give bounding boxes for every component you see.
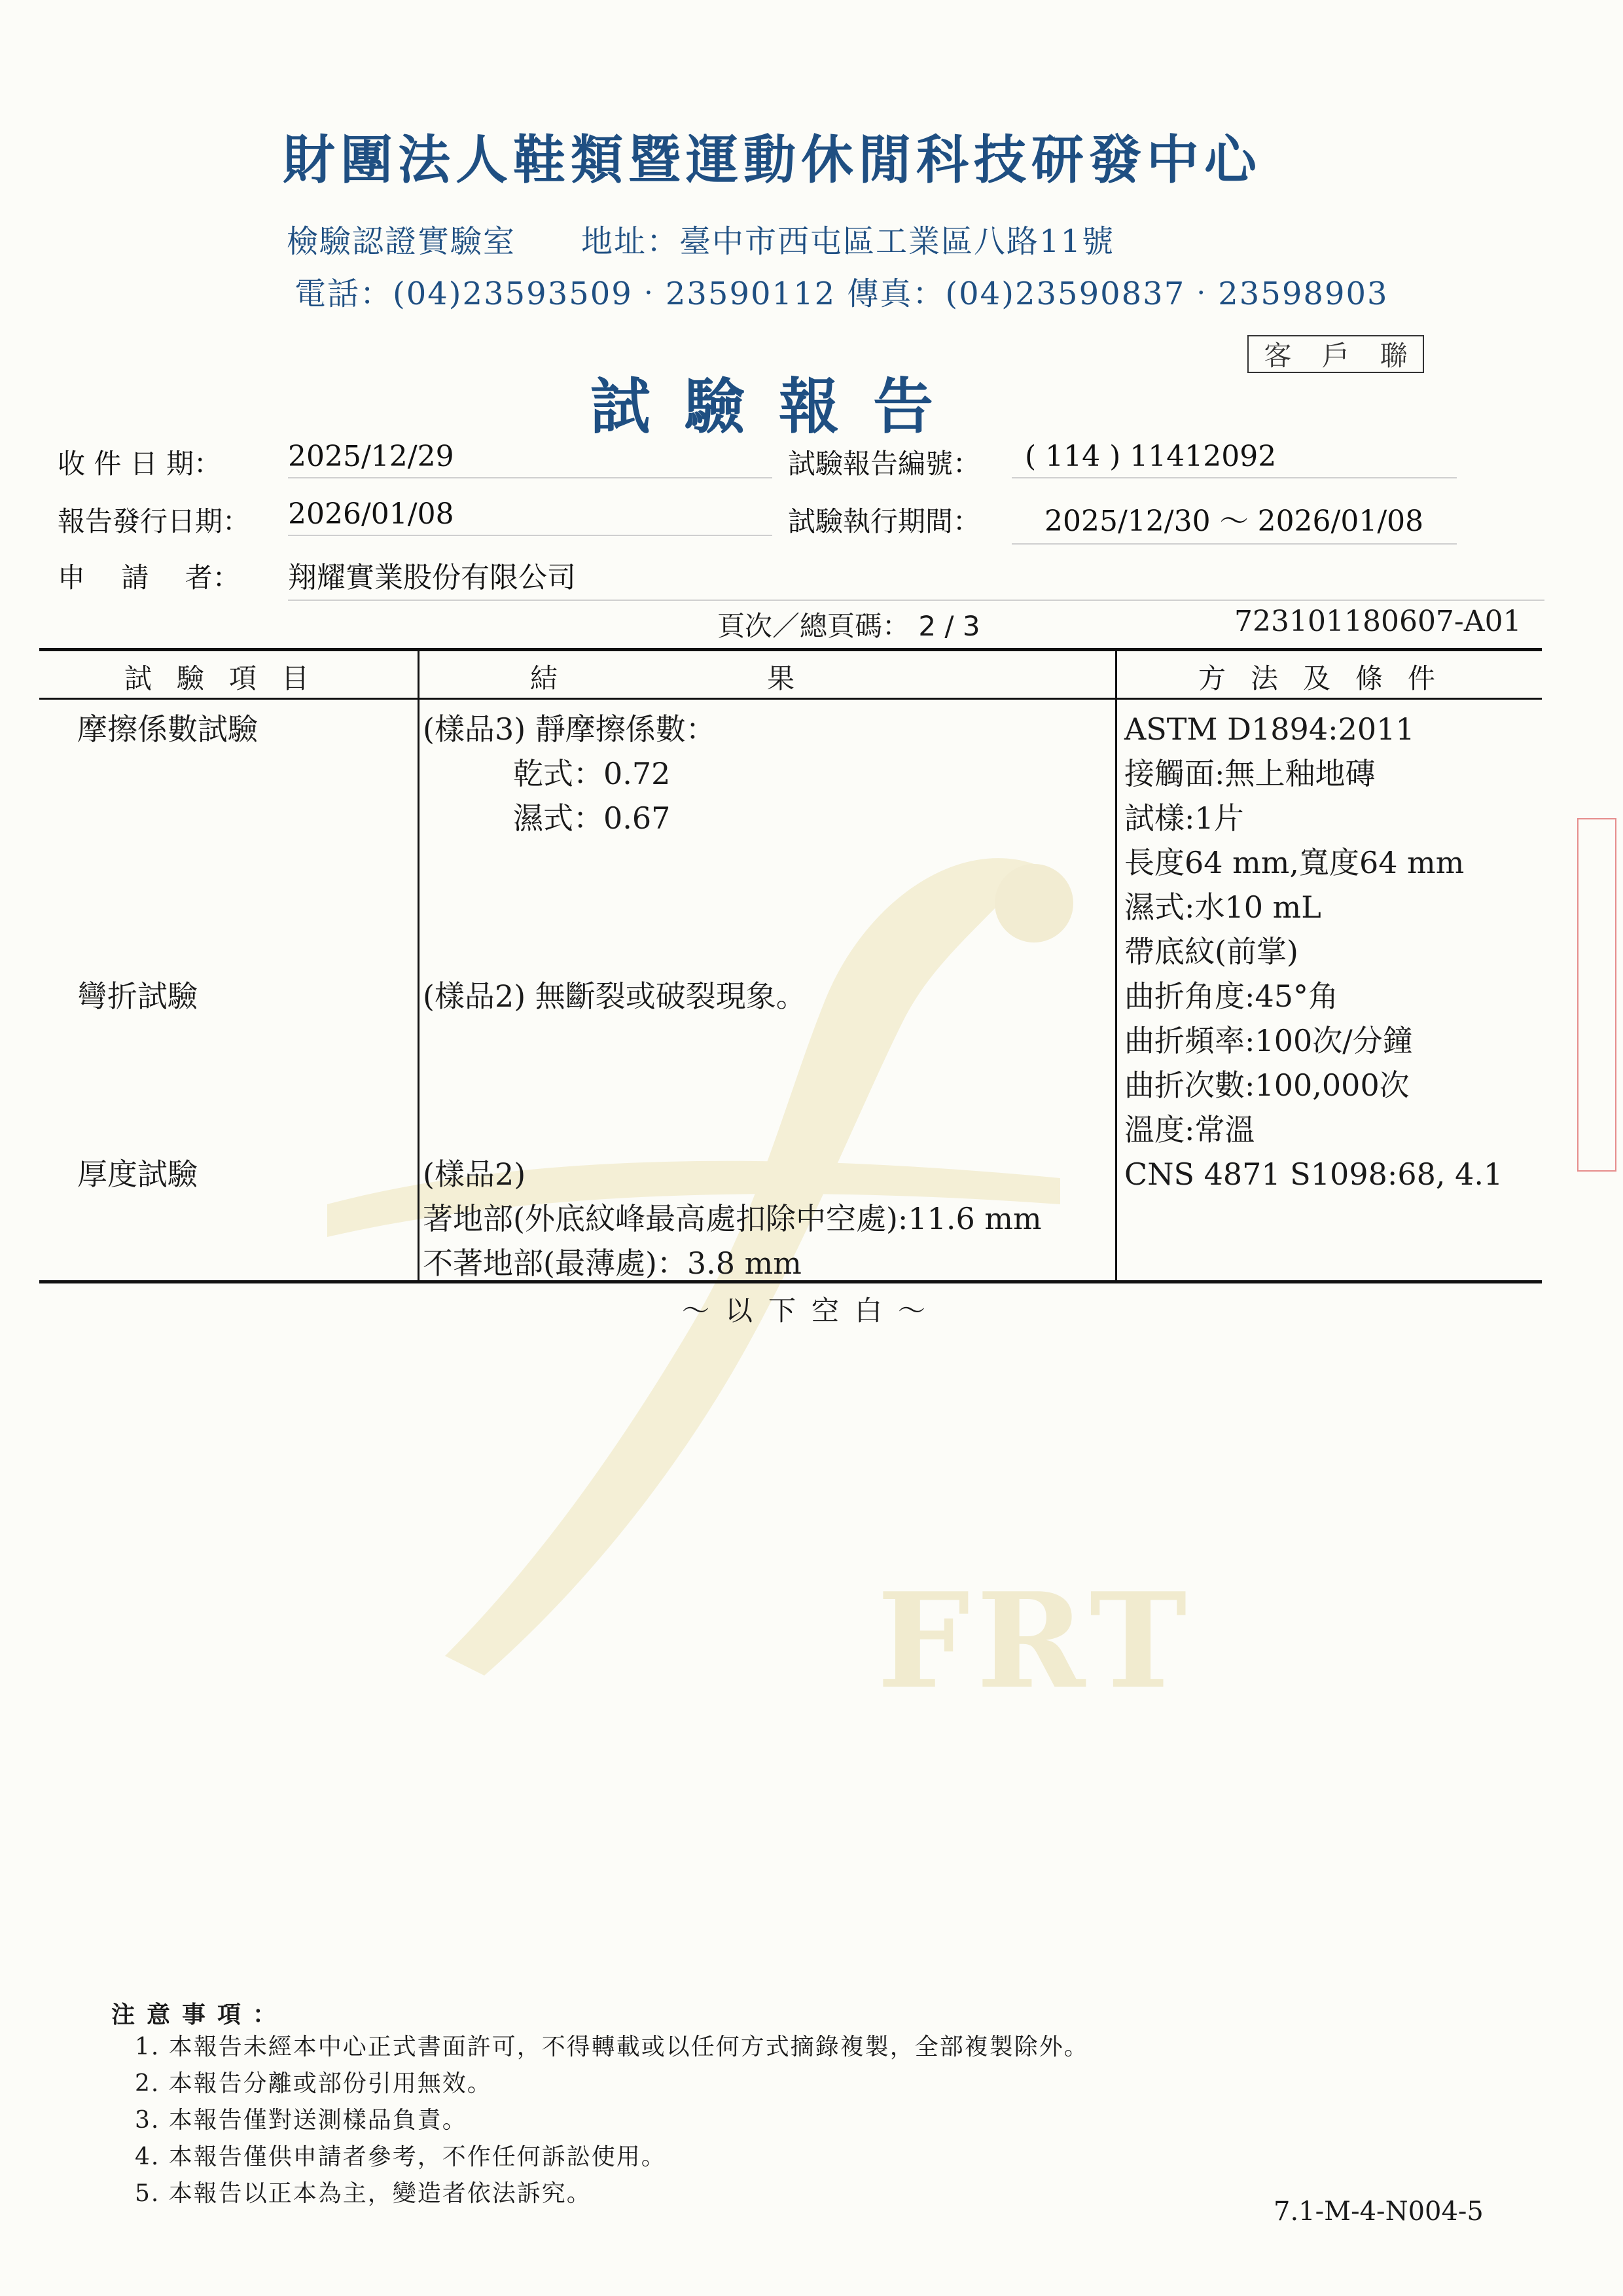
result-line: 乾式：0.72 [423,756,671,791]
note-item: 4. 本報告僅供申請者參考，不作任何訴訟使用。 [135,2144,666,2170]
page-number: 頁次／總頁碼： 2 / 3 [717,610,980,642]
copy-label-char: 客 [1264,340,1292,372]
note-item: 5. 本報告以正本為主，變造者依法訴究。 [135,2180,592,2207]
method-line: CNS 4871 S1098:68, 4.1 [1124,1157,1503,1192]
applicant-label: 申 請 者： [58,562,240,594]
test-item-flex: 彎折試驗 [77,978,198,1014]
result-line: (樣品3) 靜摩擦係數： [423,711,716,747]
method-line: 曲折次數:100,000次 [1124,1067,1410,1103]
method-line: 試樣:1片 [1124,800,1244,836]
result-line: (樣品2) [423,1157,526,1192]
notes-list [135,2029,1089,2212]
method-friction [1124,707,1464,974]
test-item-thickness: 厚度試驗 [77,1157,198,1192]
receipt-date-label: 收 件 日 期： [58,448,222,480]
result-thickness [423,1152,1042,1285]
copy-label-char: 戶 [1321,340,1349,372]
result-friction [423,707,716,840]
result-line: 濕式：0.67 [423,800,671,836]
lab-address-line: 檢驗認證實驗室 地址：臺中市西屯區工業區八路11號 [287,223,1115,260]
phone-fax-line: 電話：(04)23593509‧23590112 傳真：(04)23590837‧23598903 [294,276,1389,312]
issue-date-label: 報告發行日期： [58,505,251,537]
note-item: 1. 本報告未經本中心正式書面許可，不得轉載或以任何方式摘錄複製，全部複製除外。 [135,2034,1089,2060]
watermark-dot [995,864,1073,942]
note-item: 3. 本報告僅對送測樣品負責。 [135,2107,467,2134]
result-line: 不著地部(最薄處)：3.8 mm [423,1246,802,1281]
report-number-value: ( 114 ) 11412092 [1012,440,1457,478]
organization-name: 財團法人鞋類暨運動休閒科技研發中心 [283,130,1262,190]
document-id: 723101180607-A01 [1234,605,1522,638]
method-thickness [1124,1152,1503,1196]
issue-date-value: 2026/01/08 [288,497,772,536]
method-flex [1124,974,1413,1152]
watermark-text: FRT [877,1564,1194,1718]
table-top-border [39,648,1542,651]
table-column-divider [1115,648,1117,1282]
method-line: 長度64 mm,寬度64 mm [1124,845,1465,880]
method-line: 曲折頻率:100次/分鐘 [1124,1023,1413,1058]
method-line: 溫度:常溫 [1124,1112,1255,1147]
red-seal-stamp [1577,818,1616,1172]
table-header-divider [39,698,1542,700]
notes-title: 注意事項： [111,2001,289,2028]
test-period-label: 試驗執行期間： [788,505,981,537]
copy-label-char: 聯 [1380,340,1408,372]
method-line: ASTM D1894:2011 [1124,711,1415,747]
receipt-date-value: 2025/12/29 [288,440,772,478]
result-flex [423,974,806,1018]
result-line: (樣品2) 無斷裂或破裂現象。 [423,978,806,1014]
header-test-item: 試驗項目 [124,662,334,694]
table-column-divider [418,648,419,1282]
applicant-value: 翔耀實業股份有限公司 [288,554,1544,601]
test-item-friction: 摩擦係數試驗 [77,711,258,747]
method-line: 曲折角度:45°角 [1124,978,1339,1014]
end-of-content-mark: ～以下空白～ [681,1295,941,1327]
form-code: 7.1-M-4-N004-5 [1274,2197,1484,2227]
test-period-value: 2025/12/30 ～ 2026/01/08 [1012,497,1457,545]
report-title: 試驗報告 [590,372,967,442]
result-line: 著地部(外底紋峰最高處扣除中空處):11.6 mm [423,1201,1042,1236]
header-method: 方法及條件 [1198,662,1460,694]
method-line: 接觸面:無上釉地磚 [1124,756,1376,791]
report-number-label: 試驗報告編號： [788,448,981,480]
note-item: 2. 本報告分離或部份引用無效。 [135,2070,492,2097]
method-line: 帶底紋(前掌) [1124,934,1298,969]
header-result: 結果 [529,662,1004,694]
method-line: 濕式:水10 mL [1124,889,1321,925]
